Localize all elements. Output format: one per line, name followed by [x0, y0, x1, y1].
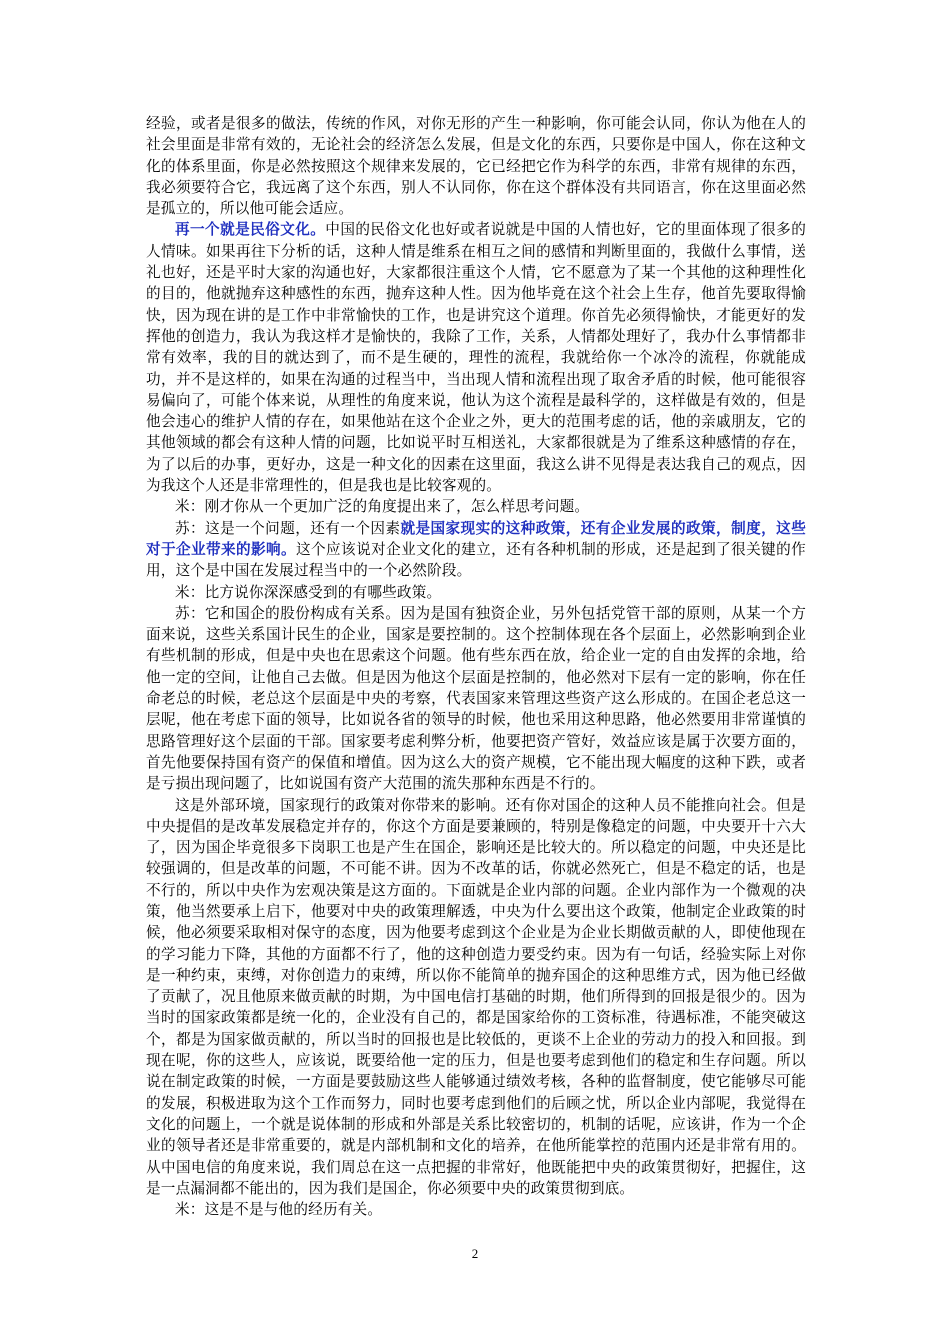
paragraph-text: 这是外部环境，国家现行的政策对你带来的影响。还有你对国企的这种人员不能推向社会。但是中央提倡的是改革发展稳定并存的，你这个方面是要兼顾的，特别是像稳定的问题，中央要开十六大了，因为国企毕竟很多下岗职工也是产生在国企，影响还是比较大的。所以稳定的问题，中央还是比较强调的，但是改革的问题，不可能不讲。因为不改革的话，你就必然死亡，但是不稳定的话，也是不行的，所以中央作为宏观决策是这方面的。下面就是企业内部的问题。企业内部作为一个微观的决策，他当然要承上启下，他要对中央的政策理解透，中央为什么要出这个政策，他制定企业政策的时候，他必须要采取相对保守的态度，因为他要考虑到这个企业是为企业长期做贡献的人，即使他现在的学习能力下降，其他的方面都不行了，他的这种创造力要受约束。因为有一句话，经验实际上对你是一种约束，束缚，对你创造力的束缚，所以你不能简单的抛弃国企的这种思维方式，因为他已经做了贡献了，况且他原来做贡献的时期，为中国电信打基础的时期，他们所得到的回报是很少的。因为当时的国家政策都是统一化的，企业没有自己的，都是国家给你的工资标准，待遇标准，不能突破这个，都是为国家做贡献的，所以当时的回报也是比较低的，更谈不上企业的劳动力的投入和回报。到现在呢，你的这些人，应该说，既要给他一定的压力，但是也要考虑到他们的稳定和生存问题。所以说在制定政策的时候，一方面是要鼓励这些人能够通过绩效考核，各种的监督制度，使它能够尽可能的发展，积极进取为这个工作而努力，同时也要考虑到他们的后顾之忧，所以企业内部呢，我觉得在文化的问题上，一个就是说体制的形成和外部是关系比较密切的，机制的话呢，应该讲，作为一个企业的领导者还是非常重要的，就是内部机制和文化的培养，在他所能掌控的范围内还是非常有用的。从中国电信的角度来说，我们周总在这一点把握的非常好，他既能把中央的政策贯彻好，把握住，这是一点漏洞都不能出的，因为我们是国企，你必须要中央的政策贯彻到底。: [146, 796, 806, 1197]
paragraph-text: 米：刚才你从一个更加广泛的角度提出来了，怎么样思考问题。: [175, 498, 590, 516]
paragraph-text: 米：比方说你深深感受到的有哪些政策。: [175, 583, 442, 601]
document-page: [146, 113, 806, 1220]
paragraph: [146, 1199, 806, 1220]
paragraph-text: 米：这是不是与他的经历有关。: [175, 1201, 383, 1219]
paragraph: [146, 496, 806, 517]
paragraph: [146, 113, 806, 219]
highlighted-text: 再一个就是民俗文化。: [175, 221, 326, 239]
paragraph-text: 苏：这是一个问题，还有一个因素: [175, 519, 401, 537]
paragraph: [146, 582, 806, 603]
document-body: [146, 113, 806, 1220]
paragraph: [146, 219, 806, 496]
page-number: 2: [471, 1246, 479, 1261]
paragraph-text: 中国的民俗文化也好或者说就是中国的人情也好，它的里面体现了很多的人情味。如果再往下分析的话，这种人情是维系在相互之间的感情和判断里面的，我做什么事情，送礼也好，还是平时大家的沟通也好，大家都很注重这个人情，它不愿意为了某一个其他的这种理性化的目的，他就抛弃这种感性的东西，抛弃这种人性。因为他毕竟在这个社会上生存，他首先要取得愉快，因为现在讲的是工作中非常愉快的工作，也是讲究这个道理。你首先必须得愉快，才能更好的发挥他的创造力，我认为我这样才是愉快的，我除了工作，关系，人情都处理好了，我办什么事情都非常有效率，我的目的就达到了，而不是生硬的，理性的流程，我就给你一个冰冷的流程，你就能成功，并不是这样的，如果在沟通的过程当中，当出现人情和流程出现了取舍矛盾的时候，他可能很容易偏向了，可能个体来说，从理性的角度来说，他认为这个流程是最科学的，这样做是有效的，但是他会违心的维护人情的存在，如果他站在这个企业之外，更大的范围考虑的话，他的亲戚朋友，它的其他领域的都会有这种人情的问题，比如说平时互相送礼，大家都很就是为了维系这种感情的存在，为了以后的办事，更好办，这是一种文化的因素在这里面，我这么讲不见得是表达我自己的观点，因为我这个人还是非常理性的，但是我也是比较客观的。: [146, 221, 806, 495]
paragraph: [146, 603, 806, 795]
paragraph-text: 这个应该说对企业文化的建立，还有各种机制的形成，还是起到了很关键的作用，这个是中国在发展过程当中的一个必然阶段。: [146, 540, 806, 580]
paragraph-text: 经验，或者是很多的做法，传统的作风，对你无形的产生一种影响，你可能会认同，你认为他在人的社会里面是非常有效的，无论社会的经济怎么发展，但是文化的东西，只要你是中国人，你在这种文化的体系里面，你是必然按照这个规律来发展的，它已经把它作为科学的东西，非常有规律的东西，我必须要符合它，我远离了这个东西，别人不认同你，你在这个群体没有共同语言，你在这里面必然是孤立的，所以他可能会适应。: [146, 115, 806, 218]
highlighted-text: 就是国家现实的这种政策，还有企业发展的政策，制度，这些对于企业带来的影响。: [146, 519, 806, 558]
paragraph: [146, 795, 806, 1200]
paragraph: [146, 518, 806, 582]
paragraph-text: 苏：它和国企的股份构成有关系。因为是国有独资企业，另外包括党管干部的原则，从某一个方面来说，这些关系国计民生的企业，国家是要控制的。这个控制体现在各个层面上，必然影响到企业有些机制的形成，但是中央也在思索这个问题。他有些东西在放，给企业一定的自由发挥的余地，给他一定的空间，让他自己去做。但是因为他这个层面是控制的，他必然对下层有一定的影响，你在任命老总的时候，老总这个层面是中央的考察，代表国家来管理这些资产这么形成的。在国企老总这一层呢，他在考虑下面的领导，比如说各省的领导的时候，他也采用这种思路，他必然要用非常谨慎的思路管理好这个层面的干部。国家要考虑利弊分析，他要把资产管好，效益应该是属于次要方面的，首先他要保持国有资产的保值和增值。因为这么大的资产规模，它不能出现大幅度的这种下跌，或者是亏损出现问题了，比如说国有资产大范围的流失那种东西是不行的。: [146, 604, 806, 793]
